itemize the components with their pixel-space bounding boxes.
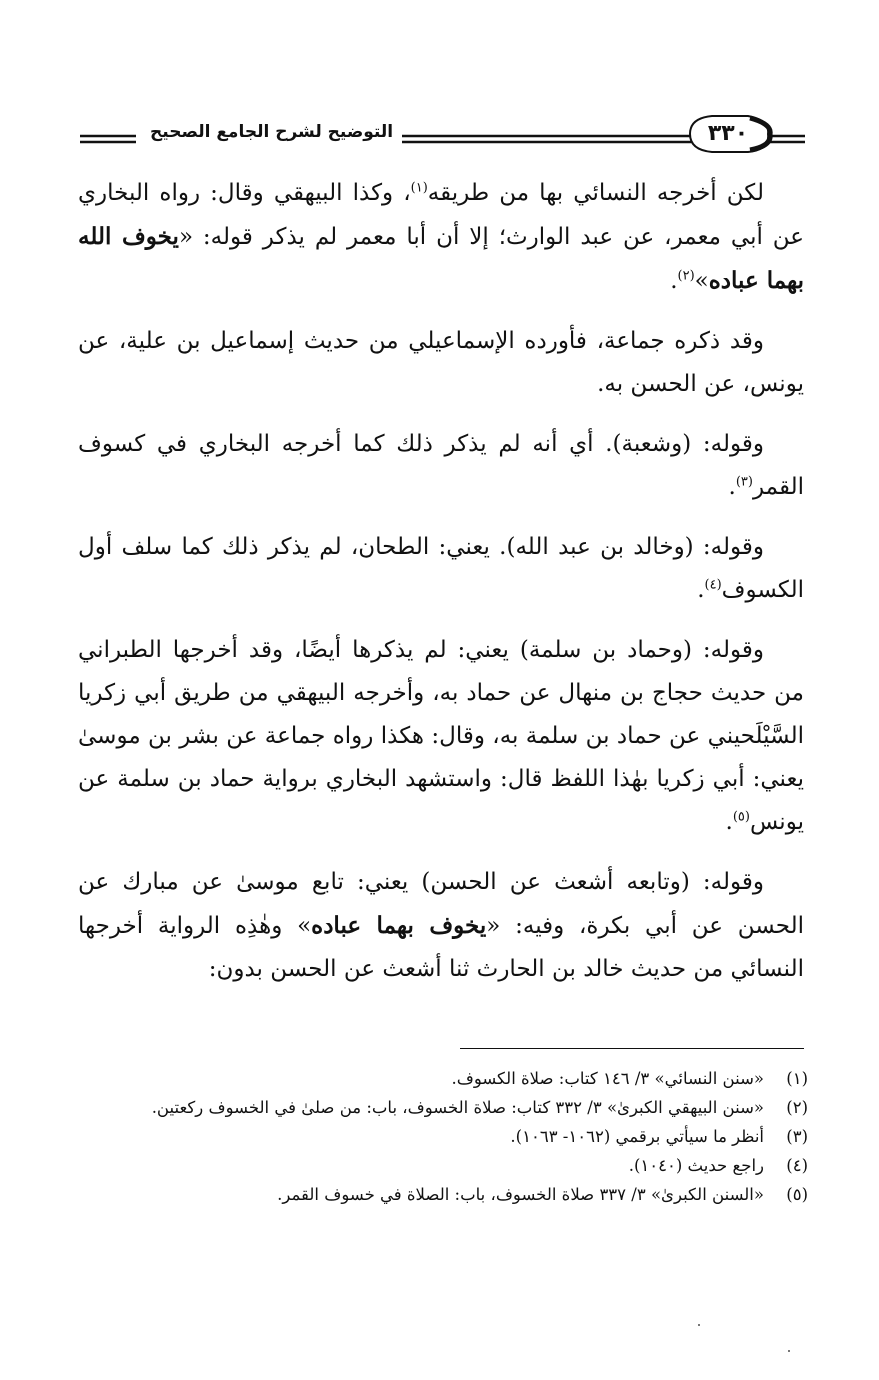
- footnote-ref: (١): [410, 180, 428, 196]
- footnote: [78, 1180, 808, 1209]
- text-run: ، وكذا البيهقي وقال: رواه البخاري عن أبي معمر، عن عبد الوارث؛ إلا أن أبا معمر لم يذكر قوله: «: [78, 180, 805, 250]
- footnote-number: (٥): [786, 1185, 808, 1204]
- footnote: [78, 1122, 808, 1151]
- footnote-number: (٢): [786, 1098, 808, 1117]
- text-run: لكن أخرجه النسائي بها من طريقه: [427, 180, 764, 206]
- footnote-text: «سنن البيهقي الكبرىٰ» ٣/ ٣٣٢ كتاب: صلاة الخسوف، باب: من صلىٰ في الخسوف ركعتين.: [151, 1098, 764, 1117]
- paragraph: [78, 320, 804, 406]
- page-number: ٣٣٠: [707, 121, 749, 146]
- footnote: [78, 1093, 808, 1122]
- text-run: »: [694, 268, 709, 294]
- text-run: .: [728, 474, 736, 500]
- footnote-number: (٣): [786, 1127, 808, 1146]
- footnote-text: «سنن النسائي» ٣/ ١٤٦ كتاب: صلاة الكسوف.: [451, 1069, 764, 1088]
- text-run: .: [697, 577, 705, 603]
- footnote: [78, 1151, 808, 1180]
- paragraph: [78, 629, 804, 844]
- footnote-text: راجع حديث (١٠٤٠).: [628, 1156, 764, 1175]
- scan-speck: [788, 1350, 790, 1352]
- footnote-number: (٤): [786, 1156, 808, 1175]
- footnote-ref: (٢): [677, 268, 695, 284]
- text-run: وقوله: (وحماد بن سلمة) يعني: لم يذكرها أيضًا، وقد أخرجها الطبراني من حديث حجاج بن منهال عن حماد به، وأخرجه البيهقي من طريق أبي زكريا السَّيْلَحيني عن حماد بن سلمة به، وقال: هكذا رواه جماعة عن بشر بن موسىٰ يعني: أبي زكريا بهٰذا اللفظ قال: واستشهد البخاري برواية حماد بن سلمة عن يونس: [78, 637, 804, 835]
- paragraph: [78, 172, 804, 303]
- text-run: .: [670, 268, 678, 294]
- scan-speck: [698, 1324, 700, 1326]
- footnote-text: أنظر ما سيأتي برقمي (١٠٦٢- ١٠٦٣).: [510, 1127, 764, 1146]
- main-text: [78, 172, 804, 1008]
- quoted-hadith-text: يخوف الله بهما عباده: [78, 223, 804, 294]
- text-run: وقوله: (وشعبة). أي أنه لم يذكر ذلك كما أخرجه البخاري في كسوف القمر: [78, 431, 804, 500]
- page-header: [0, 0, 879, 160]
- footnote-ref: (٥): [732, 809, 750, 825]
- footnotes: [78, 1064, 808, 1209]
- footnote-ref: (٣): [735, 474, 753, 490]
- text-run: » وهٰذِه الرواية أخرجها النسائي من حديث خالد بن الحارث ثنا أشعث عن الحسن بدون:: [78, 913, 804, 982]
- paragraph: [78, 423, 804, 509]
- paragraph: [78, 526, 804, 612]
- quoted-hadith-text: يخوف بهما عباده: [311, 912, 487, 939]
- book-title: التوضيح لشرح الجامع الصحيح: [150, 122, 394, 142]
- footnote: [78, 1064, 808, 1093]
- footnote-ref: (٤): [704, 577, 722, 593]
- footnote-number: (١): [786, 1069, 808, 1088]
- text-run: وقد ذكره جماعة، فأورده الإسماعيلي من حديث إسماعيل بن علية، عن يونس، عن الحسن به.: [78, 328, 804, 397]
- footnote-divider: [460, 1048, 804, 1049]
- text-run: وقوله: (وتابعه أشعث عن الحسن) يعني: تابع موسىٰ عن مبارك عن الحسن عن أبي بكرة، وفيه: «: [78, 869, 804, 939]
- text-run: .: [725, 809, 733, 835]
- footnote-text: «السنن الكبرىٰ» ٣/ ٣٣٧ صلاة الخسوف، باب: الصلاة في خسوف القمر.: [277, 1185, 764, 1204]
- paragraph: [78, 861, 804, 991]
- text-run: وقوله: (وخالد بن عبد الله). يعني: الطحان، لم يذكر ذلك كما سلف أول الكسوف: [78, 534, 804, 603]
